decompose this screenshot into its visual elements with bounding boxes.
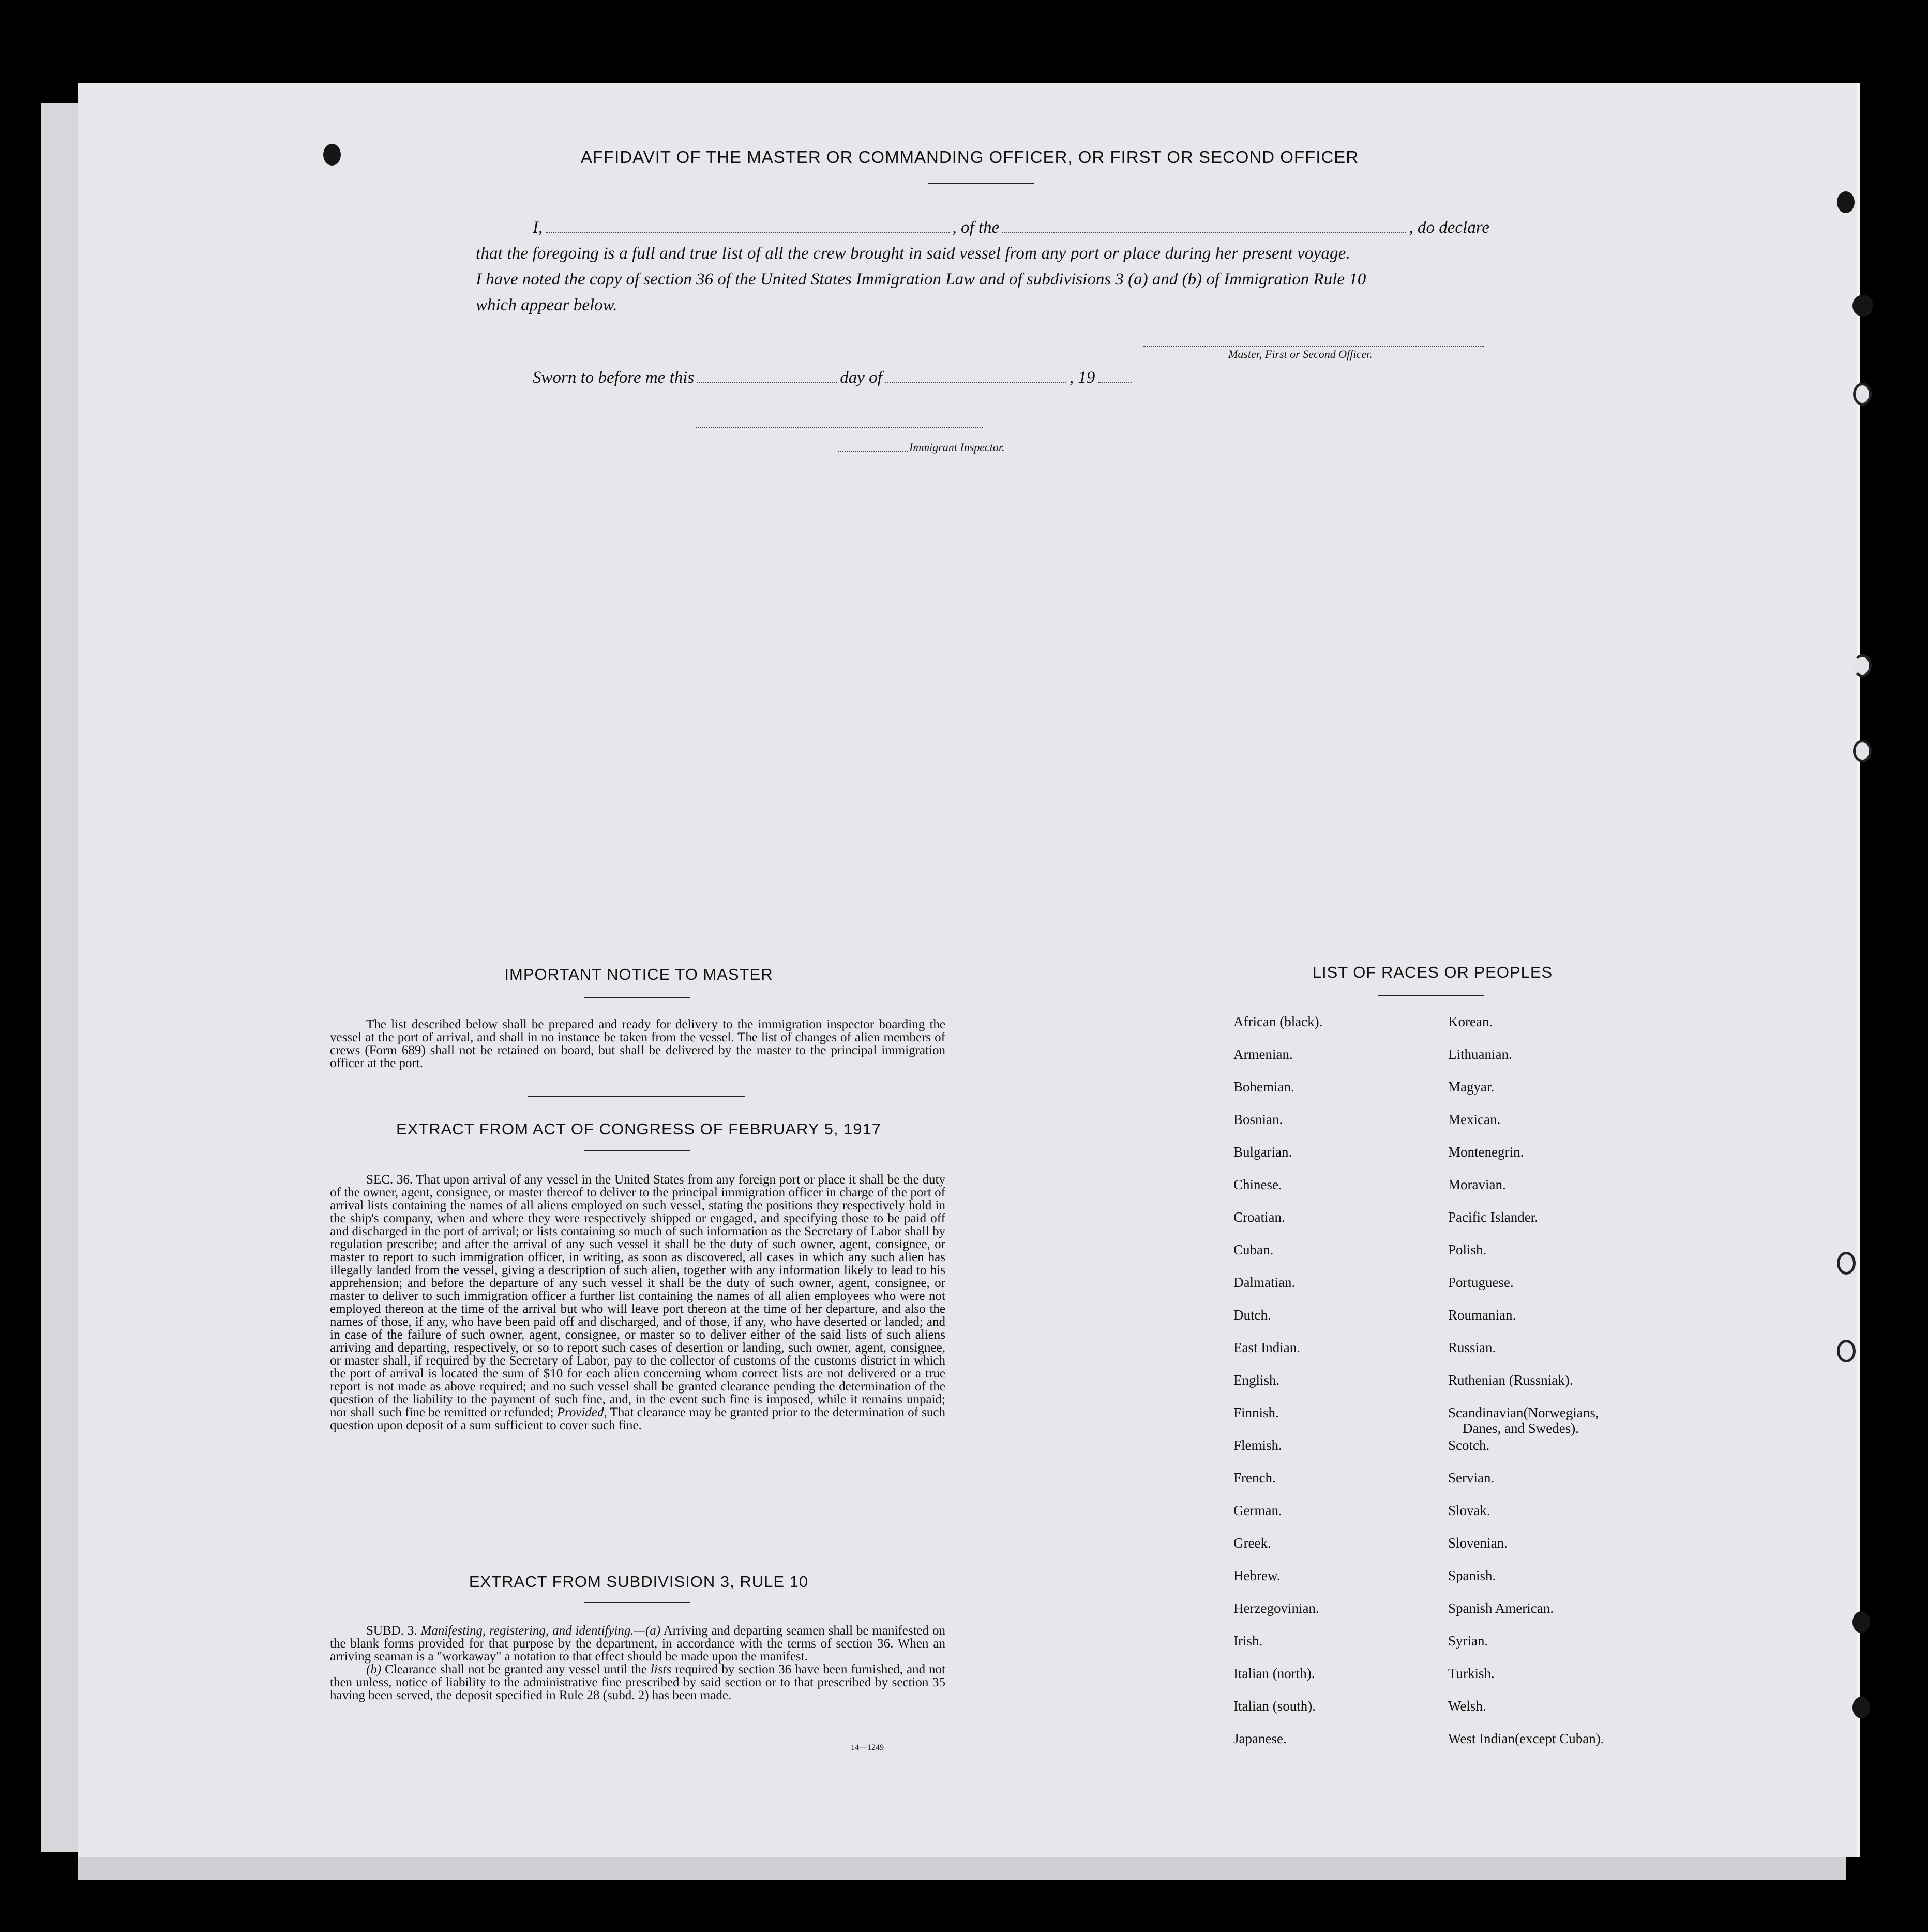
affidavit-declaration bbox=[476, 215, 1489, 318]
race-item: Croatian. bbox=[1233, 1209, 1285, 1225]
race-item: Welsh. bbox=[1448, 1698, 1486, 1714]
race-item: Herzegovinian. bbox=[1233, 1600, 1319, 1616]
race-item: Servian. bbox=[1448, 1470, 1495, 1486]
act-text: SEC. 36. That upon arrival of any vessel in the United States from any foreign port or place it shall be the duty of the owner, agent, consignee, or master thereof to deliver to the principal immigration officer in charge of the port of arrival lists containing the names of all aliens employed on such vessel, stating the positions they respectively hold in the ship's company, when and where they were respectively shipped or engaged, and specifying those to be paid off and discharged in the port of arrival; or lists containing so much of such information as the Secretary of Labor shall by regulation prescribe; and after the arrival of any such vessel it shall be the duty of such owner, agent, consignee, or master to report to such immigration officer, in writing, as soon as discovered, all cases in which any such alien has illegally landed from the vessel, giving a description of such alien, together with any information likely to lead to his apprehension; and before the departure of any such vessel it shall be the duty of such owner, agent, consignee, or master to deliver to such immigration officer a further list containing the names of all alien employees who were not employed thereon at the time of the arrival but who will leave port thereon at the time of her departure, and also the names of those, if any, who have been paid off and discharged, and of those, if any, who have deserted or landed; and in case of the failure of such owner, agent, consignee, or master so to deliver either of the said lists of such aliens arriving and departing, respectively, or so to report such cases of desertion or landing, such owner, agent, consignee, or master shall, if required by the Secretary of Labor, pay to the collector of customs of the customs district in which the port of arrival is located the sum of $10 for each alien concerning whom correct lists are not delivered or a true report is not made as above required; and no such vessel shall be granted clearance pending the determination of the question of the liability to the payment of such fine, and, in the event such fine is imposed, while it remains unpaid; nor shall such fine be remitted or refunded; Provided, That clearance may be granted prior to the determination of such question upon deposit of a sum sufficient to cover such fine. bbox=[330, 1173, 945, 1432]
race-item: Italian (north). bbox=[1233, 1666, 1315, 1681]
race-item: Flemish. bbox=[1233, 1437, 1282, 1453]
punch-hole-icon bbox=[1852, 1611, 1870, 1633]
vessel-name-field[interactable] bbox=[1002, 232, 1406, 233]
punch-hole-icon bbox=[1837, 1252, 1856, 1275]
race-item: Magyar. bbox=[1448, 1079, 1495, 1095]
race-item: Hebrew. bbox=[1233, 1568, 1281, 1583]
race-item: Spanish. bbox=[1448, 1568, 1496, 1583]
races-column-2 bbox=[1448, 1014, 1604, 1763]
punch-hole-icon bbox=[1852, 1697, 1870, 1718]
punch-hole-icon bbox=[323, 144, 341, 166]
race-item: Cuban. bbox=[1233, 1242, 1274, 1257]
form-number: 14—1249 bbox=[851, 1743, 884, 1752]
race-item-scandinavian-line-1: Scandinavian(Norwegians, bbox=[1448, 1405, 1599, 1420]
act-section-label: SEC. 36. bbox=[366, 1173, 413, 1187]
race-item: West Indian(except Cuban). bbox=[1448, 1731, 1604, 1746]
declaration-line-4: which appear below. bbox=[476, 296, 617, 314]
race-item-scandinavian bbox=[1448, 1405, 1604, 1437]
race-item: East Indian. bbox=[1233, 1340, 1300, 1355]
race-item: English. bbox=[1233, 1372, 1280, 1388]
of-the-text: , of the bbox=[952, 218, 1000, 237]
rule-text: SUBD. 3. Manifesting, registering, and identifying.—(a) Arriving and departing seamen shall be manifested on the blank forms provided for that purpose by the department, in accordance with the terms of section 36. When an arriving seaman is a "workaway" a notation to that effect should be made upon the manifest. (b) Clearance shall not be granted any vessel until the lists required by section 36 have been furnished, and not then unless, notice of liability to the administrative fine prescribed by said section or to that prescribed by section 35 having been served, the deposit specified in Rule 28 (subd. 2) has been made. bbox=[330, 1624, 946, 1702]
declaration-line-3: I have noted the copy of section 36 of the United States Immigration Law and of subdivisions 3 (a) and (b) of Immigration Rule 10 bbox=[476, 270, 1366, 289]
inspector-label: Immigrant Inspector. bbox=[909, 441, 1005, 454]
race-item: Dalmatian. bbox=[1233, 1275, 1296, 1290]
race-item: Pacific Islander. bbox=[1448, 1209, 1538, 1225]
master-signature-label: Master, First or Second Officer. bbox=[1228, 348, 1373, 361]
race-item: Russian. bbox=[1448, 1340, 1496, 1355]
notice-text: The list described below shall be prepared and ready for delivery to the immigration inspector boarding the vessel at the port of arrival, and shall in no instance be taken from the vessel. The list of changes of alien members of crews (Form 689) shall not be retained on board, but shall be delivered by the master to the principal immigration officer at the port. bbox=[330, 1017, 945, 1070]
race-item: Japanese. bbox=[1233, 1731, 1287, 1746]
do-declare-text: , do declare bbox=[1409, 218, 1489, 237]
declaration-line-2: that the foregoing is a full and true list of all the crew brought in said vessel from any port or place during her present voyage. bbox=[476, 244, 1350, 263]
race-item: Armenian. bbox=[1233, 1046, 1293, 1062]
affidavit-title-rule bbox=[928, 183, 1034, 184]
race-item: Montenegrin. bbox=[1448, 1144, 1524, 1160]
inspector-name-line[interactable] bbox=[838, 451, 908, 452]
race-item: Turkish. bbox=[1448, 1666, 1495, 1681]
punch-hole-icon bbox=[1853, 383, 1872, 406]
race-item: Finnish. bbox=[1233, 1405, 1279, 1420]
punch-hole-icon bbox=[1837, 1340, 1856, 1362]
race-item: Bulgarian. bbox=[1233, 1144, 1292, 1160]
race-item-scandinavian-line-2: Danes, and Swedes). bbox=[1463, 1420, 1579, 1436]
affidavit-title: AFFIDAVIT OF THE MASTER OR COMMANDING OFFICER, OR FIRST OR SECOND OFFICER bbox=[580, 147, 1359, 167]
race-item: Greek. bbox=[1233, 1535, 1271, 1551]
race-item: French. bbox=[1233, 1470, 1276, 1486]
sworn-line: Sworn to before me this day of , 19 bbox=[533, 368, 1169, 387]
race-item: Polish. bbox=[1448, 1242, 1487, 1257]
notice-title: IMPORTANT NOTICE TO MASTER bbox=[504, 965, 773, 983]
race-item: African (black). bbox=[1233, 1014, 1323, 1029]
punch-hole-icon bbox=[1852, 295, 1873, 317]
act-title-rule bbox=[584, 1150, 690, 1151]
race-item: Moravian. bbox=[1448, 1177, 1506, 1192]
sworn-year-field[interactable] bbox=[1098, 382, 1132, 383]
race-item: Portuguese. bbox=[1448, 1275, 1514, 1290]
race-item: Bohemian. bbox=[1233, 1079, 1294, 1095]
race-item: Mexican. bbox=[1448, 1112, 1501, 1127]
left-edge-strip bbox=[41, 103, 78, 1852]
bottom-edge-strip bbox=[78, 1857, 1846, 1880]
act-title: EXTRACT FROM ACT OF CONGRESS OF FEBRUARY 5, 1917 bbox=[396, 1120, 882, 1138]
sworn-month-field[interactable] bbox=[885, 382, 1066, 383]
sworn-day-field[interactable] bbox=[697, 382, 837, 383]
punch-hole-icon bbox=[1837, 191, 1855, 213]
race-item: Ruthenian (Russniak). bbox=[1448, 1372, 1573, 1388]
i-word: I, bbox=[533, 218, 543, 237]
race-item: Spanish American. bbox=[1448, 1600, 1554, 1616]
rule-title-rule bbox=[584, 1602, 690, 1603]
race-item: Chinese. bbox=[1233, 1177, 1282, 1192]
race-item: Korean. bbox=[1448, 1014, 1493, 1029]
race-item: Syrian. bbox=[1448, 1633, 1488, 1649]
inspector-signature-line[interactable] bbox=[696, 427, 983, 428]
race-item: Irish. bbox=[1233, 1633, 1263, 1649]
punch-hole-icon bbox=[1853, 654, 1872, 677]
race-item: Slovenian. bbox=[1448, 1535, 1508, 1551]
race-item: German. bbox=[1233, 1503, 1282, 1518]
notice-title-rule bbox=[584, 997, 690, 998]
race-item: Bosnian. bbox=[1233, 1112, 1283, 1127]
race-item: Slovak. bbox=[1448, 1503, 1490, 1518]
notice-separator bbox=[528, 1096, 745, 1097]
race-item: Dutch. bbox=[1233, 1307, 1271, 1323]
races-title: LIST OF RACES OR PEOPLES bbox=[1312, 963, 1553, 981]
officer-name-field[interactable] bbox=[546, 232, 949, 233]
races-column-1 bbox=[1233, 1014, 1322, 1763]
race-item: Roumanian. bbox=[1448, 1307, 1516, 1323]
race-item: Lithuanian. bbox=[1448, 1046, 1512, 1062]
races-title-rule bbox=[1378, 995, 1484, 996]
master-signature-line[interactable] bbox=[1143, 346, 1484, 347]
declaration-line-1 bbox=[476, 215, 1489, 241]
rule-title: EXTRACT FROM SUBDIVISION 3, RULE 10 bbox=[469, 1572, 809, 1591]
race-item: Scotch. bbox=[1448, 1437, 1490, 1453]
race-item: Italian (south). bbox=[1233, 1698, 1316, 1714]
punch-hole-icon bbox=[1853, 740, 1872, 762]
